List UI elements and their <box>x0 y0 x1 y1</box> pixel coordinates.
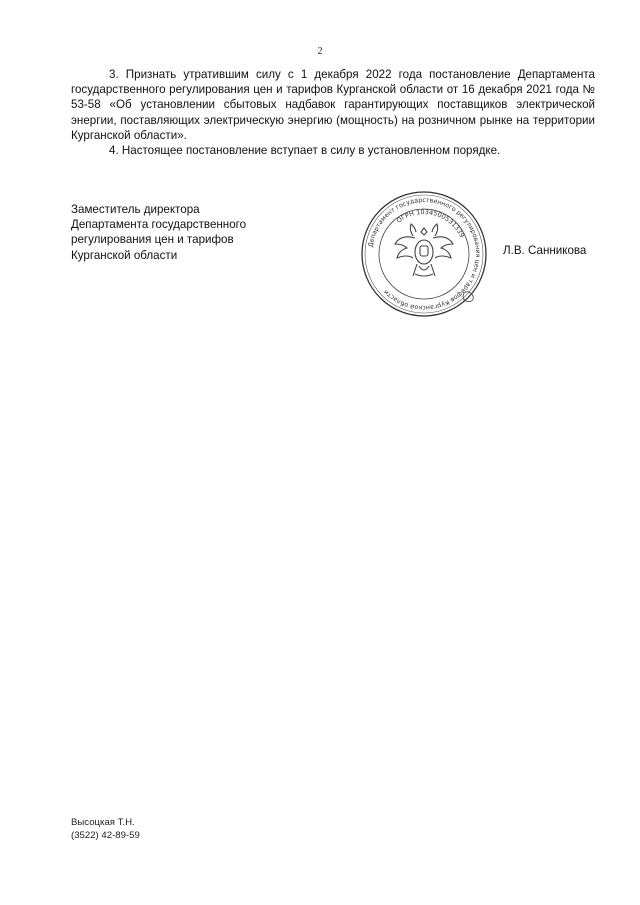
seal-outer-text: Департамент государственного регулирования цен и тарифов Курганской области <box>367 196 482 312</box>
double-headed-eagle-emblem <box>395 224 453 276</box>
signatory-position <box>71 202 341 263</box>
executor-name: Высоцкая Т.Н. <box>71 817 135 828</box>
position-line: Департамента государственного <box>71 218 247 232</box>
seal-inner-text: ОГРН 1034500531339 <box>394 207 467 239</box>
position-line: регулирования цен и тарифов <box>71 233 234 247</box>
executor-phone: (3522) 42-89-59 <box>71 830 140 841</box>
signer-name: Л.В. Санникова <box>503 244 587 257</box>
official-seal-stamp <box>357 190 491 318</box>
page-number: 2 <box>317 46 323 57</box>
body-text <box>71 67 595 158</box>
paragraph-item-4: 4. Настоящее постановление вступает в силу в установленном порядке. <box>109 144 501 158</box>
paragraph-item-3: 3. Признать утратившим силу с 1 декабря 2022 года постановление Департамента государственного регулирования цен и тарифов Курганской области от 16 декабря 2021 года № 53-58 «Об установлении сбытовых надбавок гарантирующих поставщиков электрической энергии, поставляющих электрическую энергию (мощность) на розничном рынке на территории Курганской области». <box>71 68 595 142</box>
position-line: Курганской области <box>71 248 178 262</box>
position-line: Заместитель директора <box>71 203 200 216</box>
executor-info <box>71 816 140 842</box>
